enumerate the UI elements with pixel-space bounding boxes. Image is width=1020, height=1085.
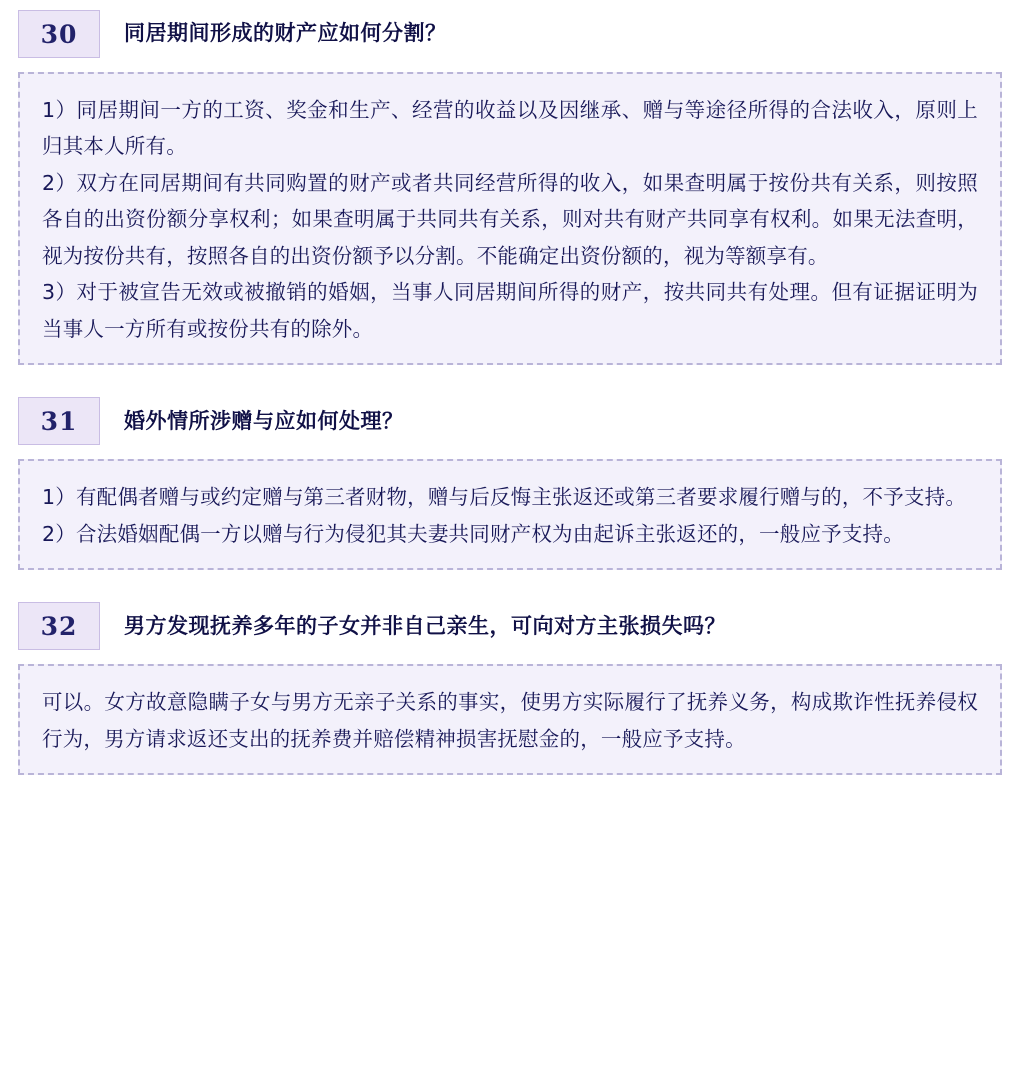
qa-block (18, 397, 1002, 570)
question-number-badge: 30 (18, 10, 100, 58)
question-title: 同居期间形成的财产应如何分割？ (124, 21, 447, 46)
question-row (18, 10, 1002, 58)
question-number-badge: 32 (18, 602, 100, 650)
answer-box (18, 459, 1002, 570)
answer-paragraph: 1）同居期间一方的工资、奖金和生产、经营的收益以及因继承、赠与等途径所得的合法收入，原则上归其本人所有。 (42, 98, 978, 159)
section-spacer (18, 580, 1002, 602)
answer-paragraph: 1）有配偶者赠与或约定赠与第三者财物，赠与后反悔主张返还或第三者要求履行赠与的，不予支持。 (42, 485, 967, 510)
question-number-badge: 31 (18, 397, 100, 445)
question-row (18, 397, 1002, 445)
question-row (18, 602, 1002, 650)
answer-paragraph: 3）对于被宣告无效或被撤销的婚姻，当事人同居期间所得的财产，按共同共有处理。但有证据证明为当事人一方所有或按份共有的除外。 (42, 280, 978, 341)
answer-paragraph: 2）合法婚姻配偶一方以赠与行为侵犯其夫妻共同财产权为由起诉主张返还的，一般应予支持。 (42, 521, 904, 546)
answer-paragraph: 可以。女方故意隐瞒子女与男方无亲子关系的事实，使男方实际履行了抚养义务，构成欺诈性抚养侵权行为，男方请求返还支出的抚养费并赔偿精神损害抚慰金的，一般应予支持。 (42, 690, 978, 751)
section-spacer (18, 375, 1002, 397)
question-title: 婚外情所涉赠与应如何处理？ (124, 408, 404, 433)
qa-block (18, 10, 1002, 365)
answer-paragraph: 2）双方在同居期间有共同购置的财产或者共同经营所得的收入，如果查明属于按份共有关系，则按照各自的出资份额分享权利；如果查明属于共同共有关系，则对共有财产共同享有权利。如果无法查明，视为按份共有，按照各自的出资份额予以分割。不能确定出资份额的，视为等额享有。 (42, 170, 978, 268)
answer-box (18, 72, 1002, 365)
answer-box (18, 664, 1002, 775)
question-title: 男方发现抚养多年的子女并非自己亲生，可向对方主张损失吗？ (124, 613, 726, 638)
qa-block (18, 602, 1002, 775)
